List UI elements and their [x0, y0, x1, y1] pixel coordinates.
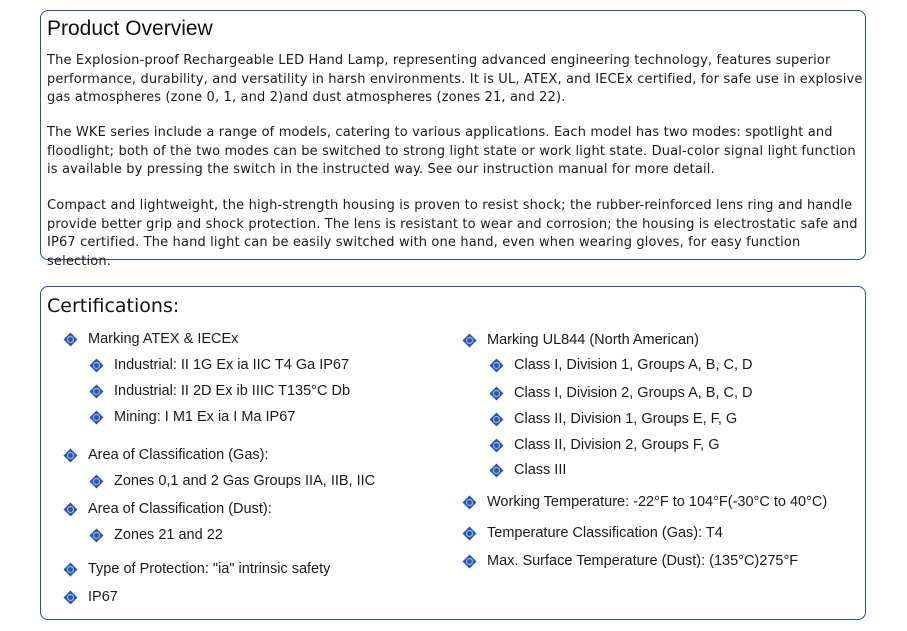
cert-left-item-dust-area: [63, 501, 272, 517]
overview-paragraph-1: The Explosion-proof Rechargeable LED Hand Lamp, representing advanced engineering technology, features superior performance, durability, and versatility in harsh environments. It is UL, ATEX, and IECEx certified, for safe use in explosive gas atmospheres (zone 0, 1, and 2)and dust atmospheres (zones 21, and 22).: [47, 53, 863, 105]
cert-left-item-protection: [63, 561, 330, 577]
diamond-bullet-icon: [63, 502, 78, 517]
cert-right-item-surface-temp: [462, 553, 798, 569]
cert-item-label: Marking ATEX & IECEx: [88, 331, 239, 347]
cert-right-subitem-class2-div2: [489, 437, 719, 453]
diamond-bullet-icon: [462, 554, 477, 569]
cert-item-label: Working Temperature: -22°F to 104°F(-30°C to 40°C): [487, 494, 828, 510]
diamond-bullet-icon: [489, 386, 504, 401]
diamond-bullet-icon: [462, 495, 477, 510]
cert-left-subitem-gas-zones: [89, 473, 375, 489]
diamond-bullet-icon: [489, 463, 504, 478]
diamond-bullet-icon: [489, 412, 504, 427]
product-overview-panel: [40, 10, 866, 269]
diamond-bullet-icon: [89, 384, 104, 399]
cert-left-subitem-mining: [89, 409, 295, 425]
overview-paragraph-3: Compact and lightweight, the high-strength housing is proven to resist shock; the rubber-reinforced lens ring and handle provide better grip and shock protection. The lens is resistant to wear and corrosion; the housing is electrostatic safe and IP67 certified. The hand light can be easily switched with one hand, even when wearing gloves, for easy function selection.: [47, 198, 858, 269]
diamond-bullet-icon: [489, 438, 504, 453]
cert-left-subitem-1g: [89, 357, 349, 373]
diamond-bullet-icon: [89, 474, 104, 489]
cert-item-label: Zones 21 and 22: [114, 527, 223, 543]
diamond-bullet-icon: [63, 590, 78, 605]
diamond-bullet-icon: [89, 358, 104, 373]
certifications-title: Certifications:: [47, 295, 180, 317]
cert-item-label: Area of Classification (Gas):: [88, 447, 269, 463]
cert-item-label: Class I, Division 2, Groups A, B, C, D: [514, 385, 753, 401]
cert-item-label: Class II, Division 2, Groups F, G: [514, 437, 720, 453]
cert-item-label: Marking UL844 (North American): [487, 332, 699, 348]
cert-item-label: Type of Protection: "ia" intrinsic safety: [88, 561, 331, 577]
cert-item-label: Mining: I M1 Ex ia I Ma IP67: [114, 409, 296, 425]
cert-left-subitem-dust-zones: [89, 527, 223, 543]
diamond-bullet-icon: [489, 358, 504, 373]
overview-paragraph-2: The WKE series include a range of models, catering to various applications. Each model has two modes: spotlight and floodlight; both of the two modes can be switched to strong light state or work light state. Dual-color signal light function is available by pressing the switch in the instructed way. See our instruction manual for more detail.: [47, 125, 856, 177]
cert-item-label: Temperature Classification (Gas): T4: [487, 525, 723, 541]
cert-right-subitem-class3: [489, 462, 566, 478]
cert-left-subitem-2d: [89, 383, 350, 399]
cert-right-subitem-class2-div1: [489, 411, 737, 427]
diamond-bullet-icon: [89, 528, 104, 543]
diamond-bullet-icon: [462, 526, 477, 541]
cert-right-subitem-class1-div2: [489, 385, 753, 401]
cert-item-label: Class I, Division 1, Groups A, B, C, D: [514, 357, 753, 373]
cert-item-label: Class II, Division 1, Groups E, F, G: [514, 411, 738, 427]
cert-right-item-ul844: [462, 332, 699, 348]
overview-title: Product Overview: [47, 17, 213, 40]
diamond-bullet-icon: [89, 410, 104, 425]
cert-right-subitem-class1-div1: [489, 357, 753, 373]
cert-item-label: Class III: [514, 462, 567, 478]
cert-item-label: Zones 0,1 and 2 Gas Groups IIA, IIB, IIC: [114, 473, 376, 489]
cert-item-label: Industrial: II 1G Ex ia IIC T4 Ga IP67: [114, 357, 350, 373]
diamond-bullet-icon: [63, 448, 78, 463]
diamond-bullet-icon: [63, 332, 78, 347]
cert-item-label: Max. Surface Temperature (Dust): (135°C)275°F: [487, 553, 799, 569]
cert-left-item-ip67: [63, 589, 118, 605]
cert-item-label: Area of Classification (Dust):: [88, 501, 272, 517]
cert-left-item-atex: [63, 331, 238, 347]
diamond-bullet-icon: [462, 333, 477, 348]
certifications-panel: [40, 286, 866, 620]
cert-right-item-working-temp: [462, 494, 827, 510]
cert-item-label: Industrial: II 2D Ex ib IIIC T135°C Db: [114, 383, 351, 399]
cert-right-item-temp-class: [462, 525, 723, 541]
cert-left-item-gas-area: [63, 447, 269, 463]
diamond-bullet-icon: [63, 562, 78, 577]
cert-item-label: IP67: [88, 589, 118, 605]
